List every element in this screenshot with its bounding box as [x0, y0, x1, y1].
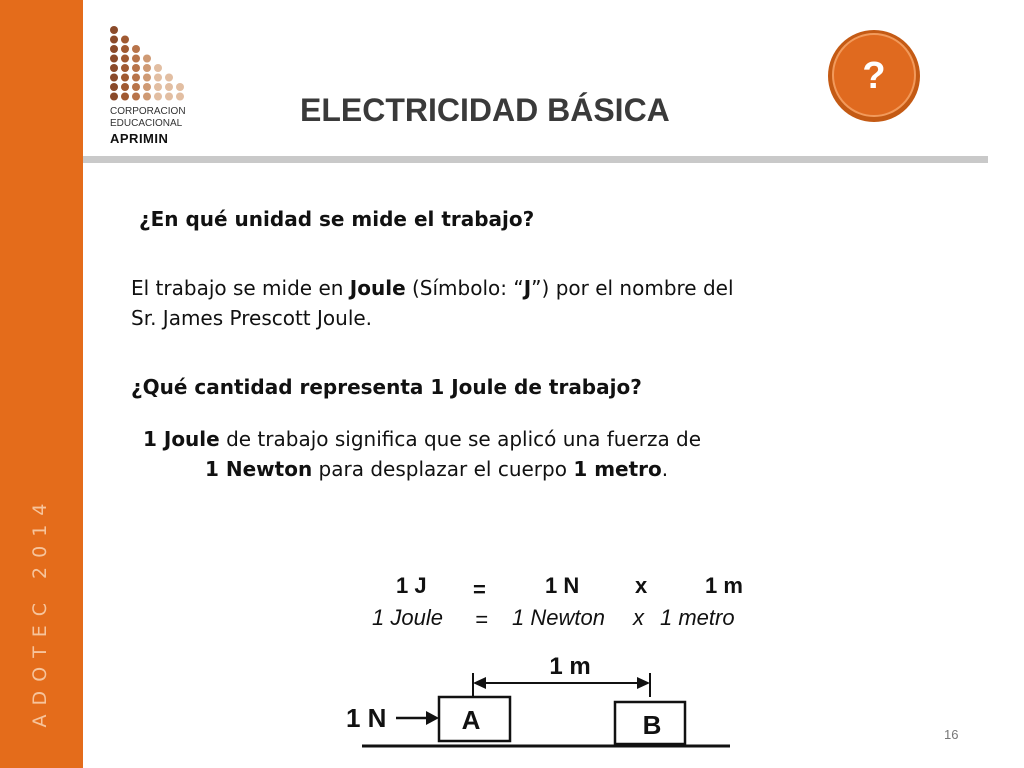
- equation-distance-words: 1 metro: [660, 605, 735, 630]
- box-b-label: B: [642, 710, 662, 740]
- answer-2-line-2: [205, 454, 668, 484]
- answer-2-text: de trabajo significa que se aplicó una fuerza de: [219, 427, 702, 451]
- logo: [104, 22, 204, 152]
- equation-equals: =: [473, 577, 486, 602]
- answer-1-text-mid: (Símbolo: “: [405, 276, 524, 300]
- box-a-label: A: [461, 705, 481, 735]
- question-1: ¿En qué unidad se mide el trabajo?: [139, 207, 535, 231]
- equation-equals-words: =: [475, 607, 488, 632]
- answer-1-line-2: Sr. James Prescott Joule.: [131, 306, 373, 330]
- equation-lhs: 1 J: [396, 573, 427, 598]
- diagram-force-label: 1 N: [346, 703, 387, 733]
- sidebar: [0, 0, 83, 768]
- answer-2-bold-metro: 1 metro: [573, 457, 662, 481]
- equation-times-words: x: [633, 605, 644, 630]
- equation-force: 1 N: [545, 573, 580, 598]
- answer-1: [131, 273, 734, 333]
- answer-2-text-end: .: [661, 457, 669, 481]
- equation-lhs-words: 1 Joule: [372, 605, 443, 630]
- logo-dots-icon: [104, 22, 204, 102]
- answer-2-text-mid: para desplazar el cuerpo: [312, 457, 574, 481]
- answer-1-bold-symbol: J: [523, 276, 532, 300]
- help-icon: [826, 28, 922, 124]
- answer-2-bold-newton: 1 Newton: [205, 457, 313, 481]
- help-symbol: ?: [862, 55, 886, 97]
- answer-2-line-1: [143, 424, 701, 454]
- page-title: ELECTRICIDAD BÁSICA: [300, 92, 670, 128]
- equation-times: x: [635, 573, 648, 598]
- force-arrow-head-icon: [426, 711, 439, 725]
- logo-line-2: EDUCACIONAL: [110, 118, 183, 129]
- diagram-distance-label: 1 m: [549, 653, 591, 680]
- page-number: 16: [944, 727, 959, 742]
- sidebar-vertical-text: ADOTEC 2014: [29, 494, 51, 728]
- dimension-arrow-left-icon: [473, 677, 486, 689]
- logo-brand: APRIMIN: [110, 131, 169, 146]
- dimension-arrow-right-icon: [637, 677, 650, 689]
- answer-1-bold-joule: Joule: [349, 276, 406, 300]
- logo-line-1: CORPORACION: [110, 106, 186, 117]
- force-displacement-diagram: [340, 645, 740, 755]
- equation-force-words: 1 Newton: [512, 605, 605, 630]
- question-2: ¿Qué cantidad representa 1 Joule de trabajo?: [131, 375, 642, 399]
- answer-1-text-post: ”) por el nombre del: [531, 276, 734, 300]
- equation-distance: 1 m: [705, 573, 743, 598]
- answer-1-text: El trabajo se mide en: [131, 276, 350, 300]
- answer-2-bold-joule: 1 Joule: [143, 427, 220, 451]
- title-divider: [83, 156, 988, 163]
